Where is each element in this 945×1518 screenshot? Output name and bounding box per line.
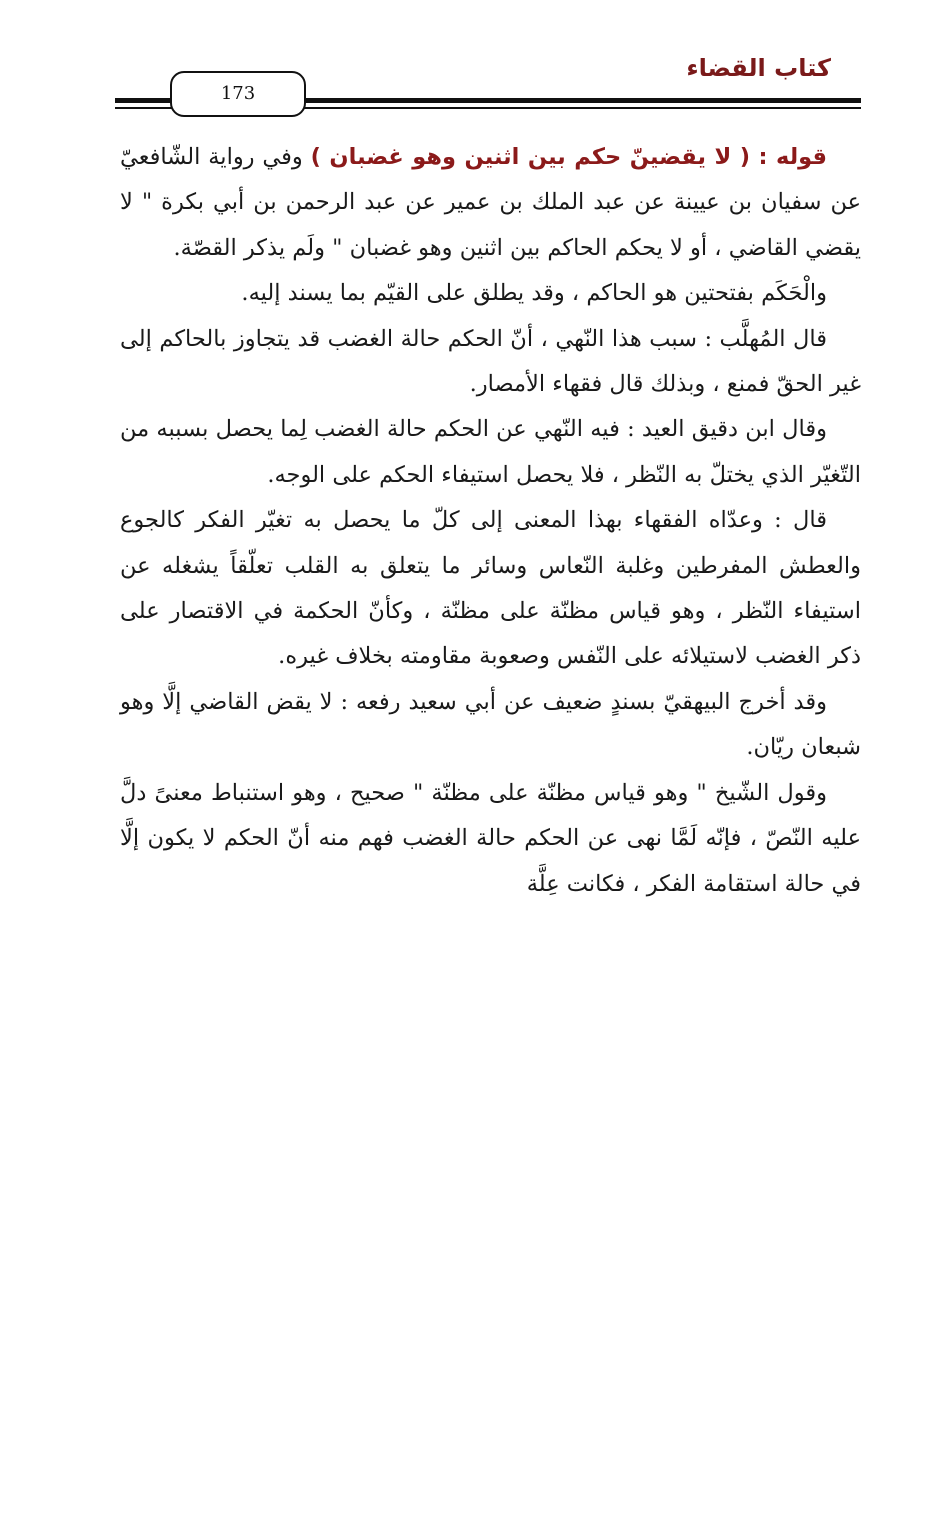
page-number: 173 bbox=[170, 71, 306, 117]
paragraph-7: وقول الشّيخ " وهو قياس مظنّة على مظنّة " صحيح ، وهو استنباط معنىً دلَّ عليه النّصّ ، فإنّه لَمَّا نهى عن الحكم حالة الغضب فهم منه أنّ الحكم لا يكون إلَّا في حالة استقامة الفكر ، فكانت عِلَّة bbox=[120, 779, 861, 897]
paragraph-1-text: وفي رواية الشّافعيّ عن سفيان بن عيينة عن عبد الملك بن عمير عن عبد الرحمن بن أبي بكرة " لا يقضي القاضي ، أو لا يحكم الحاكم بين اثنين وهو غضبان " ولَم يذكر القصّة. bbox=[120, 144, 861, 261]
hadith-quote: قوله : ( لا يقضينّ حكم بين اثنين وهو غضبان ) bbox=[310, 144, 827, 170]
book-title: كتاب القضاء bbox=[686, 54, 831, 82]
paragraph-4: وقال ابن دقيق العيد : فيه النّهي عن الحكم حالة الغضب لِما يحصل بسببه من التّغيّر الذي يختلّ به النّظر ، فلا يحصل استيفاء الحكم على الوجه. bbox=[120, 416, 861, 488]
page-body bbox=[120, 135, 861, 907]
paragraph-2: والْحَكَم بفتحتين هو الحاكم ، وقد يطلق على القيّم بما يسند إليه. bbox=[241, 280, 827, 307]
paragraph-3: قال المُهلَّب : سبب هذا النّهي ، أنّ الحكم حالة الغضب قد يتجاوز بالحاكم إلى غير الحقّ فمنع ، وبذلك قال فقهاء الأمصار. bbox=[120, 325, 861, 398]
page-header bbox=[115, 54, 861, 124]
paragraph-5: قال : وعدّاه الفقهاء بهذا المعنى إلى كلّ ما يحصل به تغيّر الفكر كالجوع والعطش المفرطين وغلبة النّعاس وسائر ما يتعلق به القلب تعلّقاً يشغله عن استيفاء النّظر ، وهو قياس مظنّة على مظنّة ، وكأنّ الحكمة في الاقتصار على ذكر الغضب لاستيلائه على النّفس وصعوبة مقاومته بخلاف غيره. bbox=[120, 507, 861, 670]
paragraph-6: وقد أخرج البيهقيّ بسندٍ ضعيف عن أبي سعيد رفعه : لا يقض القاضي إلَّا وهو شبعان ريّان. bbox=[120, 688, 861, 761]
paragraph-1 bbox=[120, 135, 861, 271]
